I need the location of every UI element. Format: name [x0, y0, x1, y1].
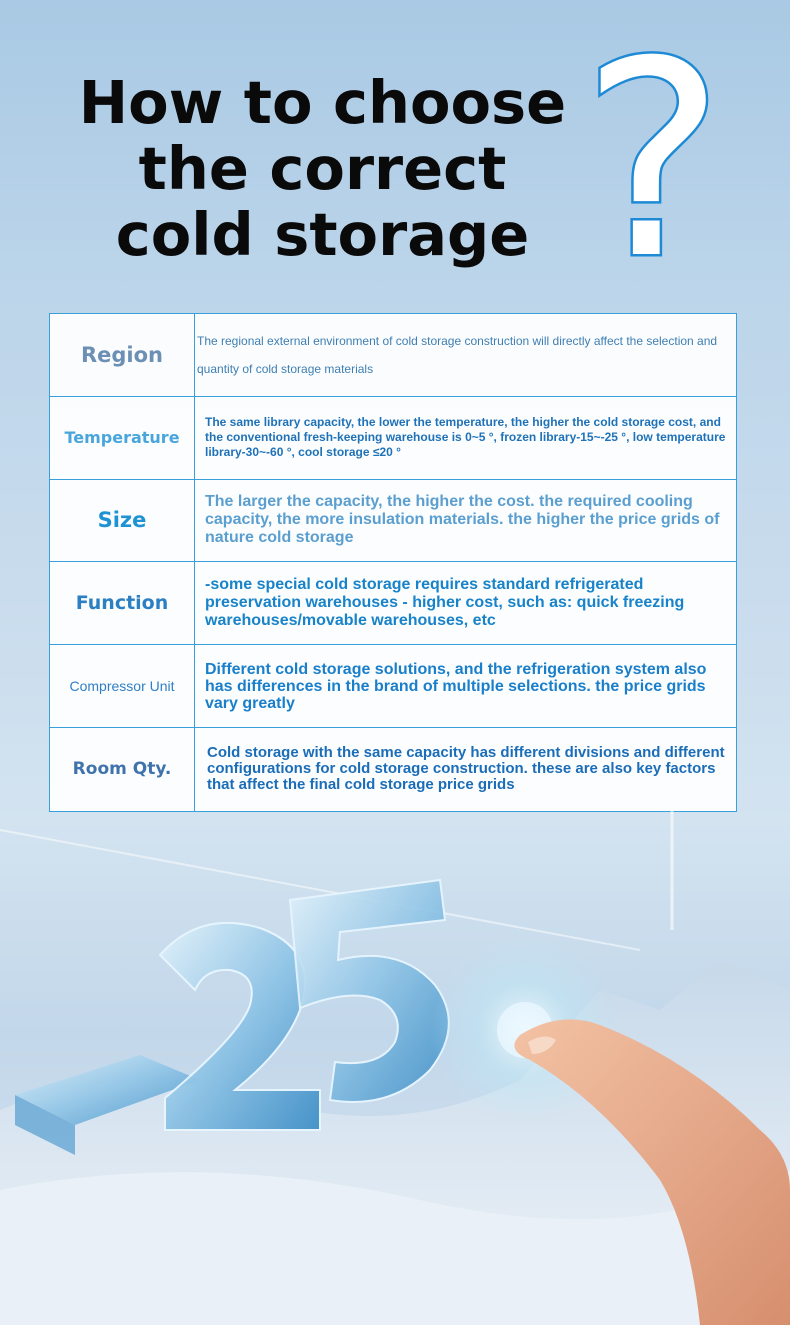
row-text-size: The larger the capacity, the higher the cost. the required cooling capacity, the more insulation materials. the higher the price grids of nature cold storage: [205, 493, 720, 547]
row-label-temperature: Temperature: [50, 397, 195, 479]
row-label-room-qty: Room Qty.: [50, 728, 195, 811]
row-label-function: Function: [50, 562, 195, 644]
question-mark-icon: [578, 32, 728, 272]
table-row-compressor-unit: [50, 645, 736, 728]
row-text-region: The regional external environment of cold storage construction will directly affect the selection and quantity of cold storage materials: [197, 333, 718, 376]
svg-text:?: ?: [581, 32, 725, 272]
factor-table: [49, 313, 737, 812]
row-label-compressor-unit: Compressor Unit: [50, 645, 195, 727]
row-text-temperature: The same library capacity, the lower the temperature, the higher the cold storage cost, and the conventional fresh-keeping warehouse is 0~5 °, frozen library-15~-25 °, low temperature library-30~-60 °, cool storage ≤20 °: [205, 415, 726, 460]
title-line-1: How to choose: [78, 68, 567, 137]
row-label-region: Region: [50, 314, 195, 396]
row-text-room-qty: Cold storage with the same capacity has different divisions and different configurations for cold storage construction. these are also key factors that affect the final cold storage price grids: [207, 744, 725, 794]
row-label-size: Size: [50, 480, 195, 562]
row-text-function: -some special cold storage requires standard refrigerated preservation warehouses - higher cost, such as: quick freezing warehouses/movable warehouses, etc: [205, 576, 685, 630]
row-text-compressor-unit: Different cold storage solutions, and the refrigeration system also has differences in the brand of multiple selections. the price grids vary greatly: [205, 660, 707, 712]
title-line-3: cold storage: [115, 200, 530, 269]
table-row-region: [50, 314, 736, 397]
ice-scene-graphic: [0, 810, 790, 1325]
table-row-temperature: [50, 397, 736, 480]
table-row-size: [50, 480, 736, 563]
page-title: [60, 70, 585, 268]
title-line-2: the correct: [138, 134, 507, 203]
table-row-room-qty: [50, 728, 736, 811]
table-row-function: [50, 562, 736, 645]
